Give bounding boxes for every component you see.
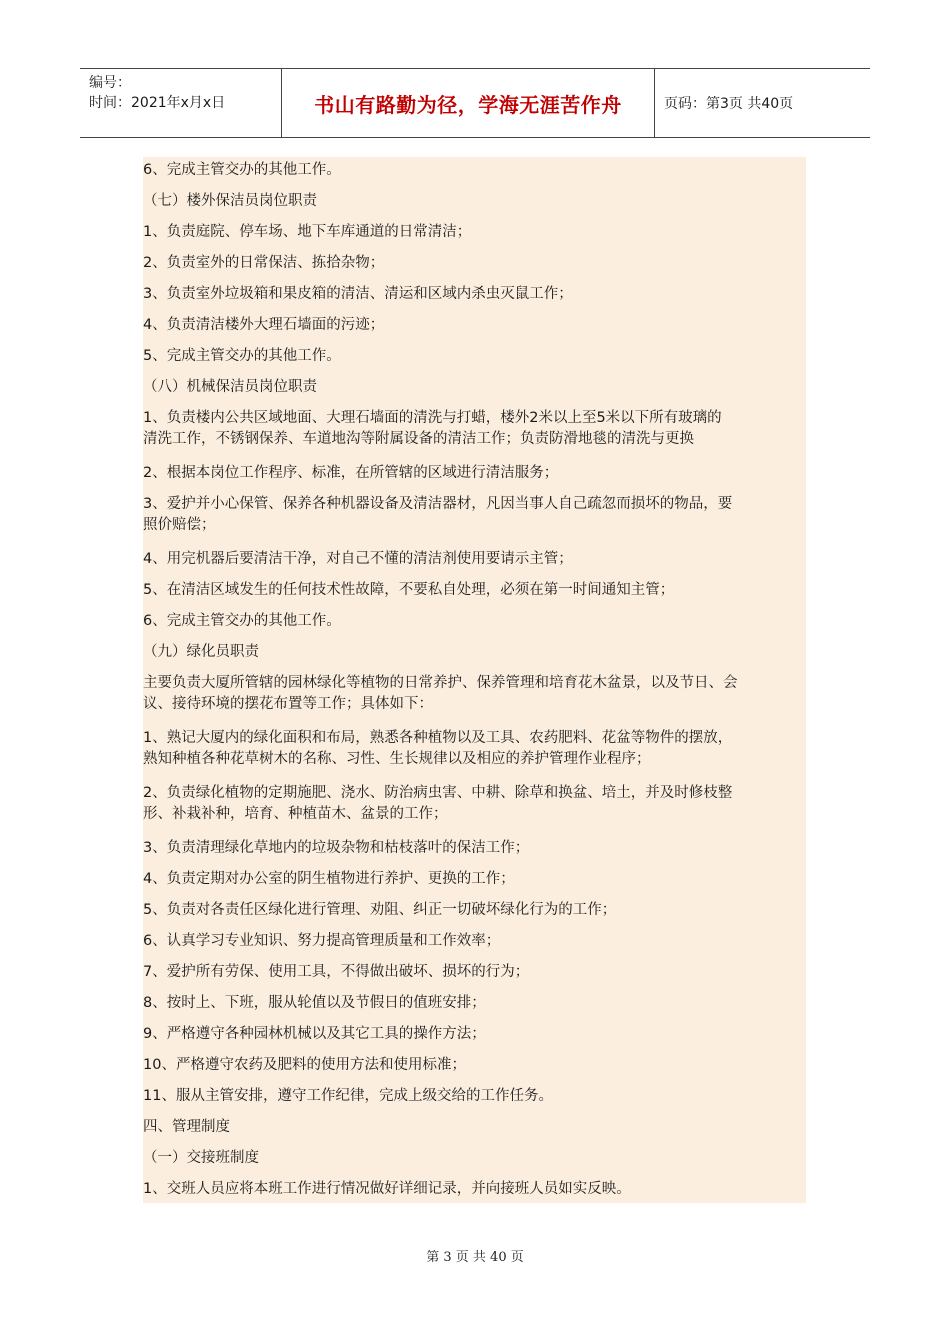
paragraph-line: （一）交接班制度 bbox=[143, 1150, 259, 1166]
paragraph-line: 四、管理制度 bbox=[143, 1119, 230, 1135]
paragraph bbox=[143, 783, 803, 825]
paragraph bbox=[143, 611, 803, 632]
paragraph bbox=[143, 346, 803, 367]
paragraph-line: 1、熟记大厦内的绿化面积和布局，熟悉各种植物以及工具、农药肥料、花盆等物件的摆放， bbox=[143, 730, 733, 746]
page-header bbox=[80, 68, 870, 138]
document-body bbox=[143, 157, 806, 1203]
paragraph bbox=[143, 284, 803, 305]
paragraph bbox=[143, 253, 803, 274]
paragraph-line: 7、爱护所有劳保、使用工具，不得做出破坏、损坏的行为； bbox=[143, 964, 530, 980]
paragraph bbox=[143, 993, 803, 1014]
paragraph bbox=[143, 869, 803, 890]
paragraph-line: 议、接待环境的摆花布置等工作；具体如下： bbox=[143, 696, 433, 712]
paragraph bbox=[143, 494, 803, 536]
paragraph bbox=[143, 191, 803, 212]
paragraph-line: 2、负责室外的日常保洁、拣拾杂物； bbox=[143, 255, 385, 271]
paragraph bbox=[143, 580, 803, 601]
paragraph bbox=[143, 315, 803, 336]
paragraph-line: 5、负责对各责任区绿化进行管理、劝阻、纠正一切破坏绿化行为的工作； bbox=[143, 902, 617, 918]
paragraph bbox=[143, 1179, 803, 1200]
paragraph-line: 照价赔偿； bbox=[143, 517, 216, 533]
paragraph-line: 4、用完机器后要清洁干净，对自己不懂的清洁剂使用要请示主管； bbox=[143, 551, 573, 567]
paragraph-line: 主要负责大厦所管辖的园林绿化等植物的日常养护、保养管理和培育花木盆景，以及节日、会 bbox=[143, 675, 738, 691]
paragraph bbox=[143, 377, 803, 398]
paragraph bbox=[143, 160, 803, 181]
paragraph-line: 3、负责室外垃圾箱和果皮箱的清洁、清运和区域内杀虫灭鼠工作； bbox=[143, 286, 573, 302]
paragraph-line: 4、负责定期对办公室的阴生植物进行养护、更换的工作； bbox=[143, 871, 515, 887]
paragraph bbox=[143, 838, 803, 859]
paragraph-line: 形、补栽补种，培育、种植苗木、盆景的工作； bbox=[143, 806, 448, 822]
document-time-label: 时间：2021年x月x日 bbox=[89, 95, 226, 111]
paragraph-line: 5、完成主管交办的其他工作。 bbox=[143, 348, 341, 364]
paragraph-line: 1、负责庭院、停车场、地下车库通道的日常清洁； bbox=[143, 224, 472, 240]
paragraph-line: 8、按时上、下班，服从轮值以及节假日的值班安排； bbox=[143, 995, 486, 1011]
paragraph-line: （九）绿化员职责 bbox=[143, 644, 259, 660]
paragraph-line: 6、完成主管交办的其他工作。 bbox=[143, 162, 341, 178]
paragraph bbox=[143, 222, 803, 243]
paragraph-line: 熟知种植各种花草树木的名称、习性、生长规律以及相应的养护管理作业程序； bbox=[143, 751, 651, 767]
paragraph bbox=[143, 900, 803, 921]
paragraph-line: 2、根据本岗位工作程序、标准，在所管辖的区域进行清洁服务； bbox=[143, 465, 559, 481]
paragraph-line: 5、在清洁区域发生的任何技术性故障，不要私自处理，必须在第一时间通知主管； bbox=[143, 582, 675, 598]
paragraph-line: （七）楼外保洁员岗位职责 bbox=[143, 193, 317, 209]
paragraph-line: 清洗工作，不锈钢保养、车道地沟等附属设备的清洁工作；负责防滑地毯的清洗与更换 bbox=[143, 431, 694, 447]
paragraph-line: 3、爱护并小心保管、保养各种机器设备及清洁器材，凡因当事人自己疏忽而损坏的物品，要 bbox=[143, 496, 733, 512]
paragraph-line: 3、负责清理绿化草地内的垃圾杂物和枯枝落叶的保洁工作； bbox=[143, 840, 530, 856]
header-motto: 书山有路勤为径，学海无涯苦作舟 bbox=[314, 92, 622, 117]
paragraph bbox=[143, 728, 803, 770]
paragraph bbox=[143, 962, 803, 983]
paragraph-line: 4、负责清洁楼外大理石墙面的污迹； bbox=[143, 317, 385, 333]
paragraph-line: 6、认真学习专业知识、努力提高管理质量和工作效率； bbox=[143, 933, 501, 949]
document-number-label: 编号： bbox=[89, 75, 131, 91]
paragraph-line: 1、交班人员应将本班工作进行情况做好详细记录，并向接班人员如实反映。 bbox=[143, 1181, 631, 1197]
paragraph-line: 10、严格遵守农药及肥料的使用方法和使用标准； bbox=[143, 1057, 466, 1073]
header-meta bbox=[89, 73, 225, 113]
paragraph bbox=[143, 1086, 803, 1107]
paragraph bbox=[143, 549, 803, 570]
paragraph bbox=[143, 1055, 803, 1076]
paragraph bbox=[143, 1024, 803, 1045]
paragraph-line: （八）机械保洁员岗位职责 bbox=[143, 379, 317, 395]
paragraph-line: 11、服从主管安排，遵守工作纪律，完成上级交给的工作任务。 bbox=[143, 1088, 553, 1104]
paragraph-line: 6、完成主管交办的其他工作。 bbox=[143, 613, 341, 629]
page-footer: 第 3 页 共 40 页 bbox=[426, 1250, 524, 1265]
paragraph-line: 1、负责楼内公共区域地面、大理石墙面的清洗与打蜡，楼外2米以上至5米以下所有玻璃的 bbox=[143, 410, 722, 426]
paragraph bbox=[143, 463, 803, 484]
paragraph bbox=[143, 931, 803, 952]
paragraph-line: 9、严格遵守各种园林机械以及其它工具的操作方法； bbox=[143, 1026, 486, 1042]
paragraph bbox=[143, 1117, 803, 1138]
header-page-label: 页码：第3页 共40页 bbox=[664, 96, 794, 112]
paragraph bbox=[143, 1148, 803, 1169]
paragraph bbox=[143, 642, 803, 663]
paragraph bbox=[143, 408, 803, 450]
paragraph bbox=[143, 673, 803, 715]
header-divider-right bbox=[654, 69, 655, 137]
paragraph-line: 2、负责绿化植物的定期施肥、浇水、防治病虫害、中耕、除草和换盆、培土，并及时修枝整 bbox=[143, 785, 733, 801]
